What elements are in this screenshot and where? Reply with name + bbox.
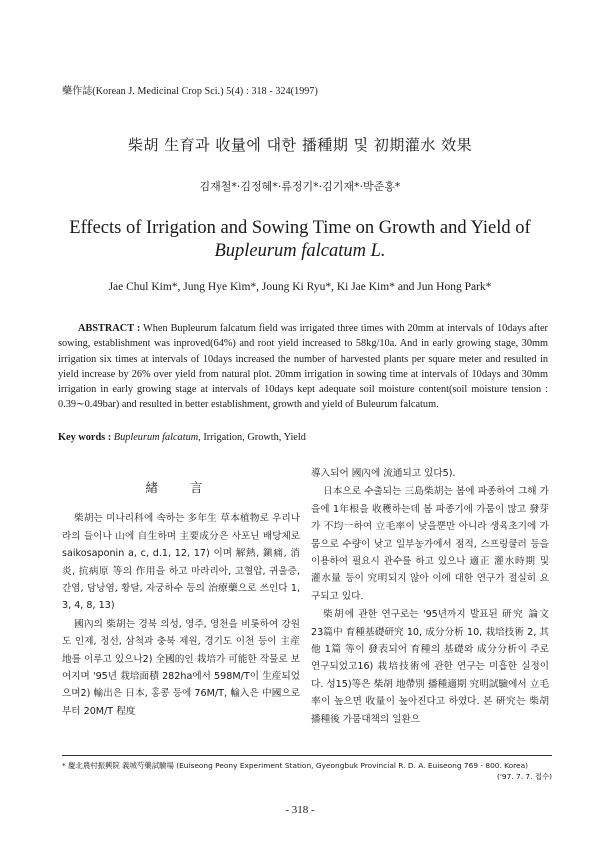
abstract [58, 321, 548, 413]
left-paragraph: 柴胡는 미나리科에 속하는 多年生 草本植物로 우리나라의 들이나 山에 自生하며 主要成分은 사포닌 배당체로 saikosaponin a, c, d.1, 12, 17) 이며 解熱, 鎭痛, 消炎, 抗病原 等의 作用을 하고 마라리아, 고혈압, 귀울증, 간염, 담낭염, 황달, 자궁하수 등의 治療藥으로 쓰인다 1, 3, 4, 8, 13) [62, 513, 300, 612]
right-paragraph: 導入되어 國內에 流通되고 있다5). [311, 468, 456, 479]
authors-korean: 김재철*·김정혜*·류정기*·김기재*·박준홍* [199, 180, 401, 193]
footnote [62, 760, 552, 782]
journal-citation: 藥作誌(Korean J. Medicinal Crop Sci.) 5(4) : 318 - 324(1997) [62, 86, 318, 97]
page-number: - 318 - [285, 804, 315, 816]
left-paragraph: 國內의 柴胡는 경북 의성, 영주, 영천을 비롯하여 강원도 인제, 정선, 삼척과 충북 제원, 경기도 이천 등이 主産地를 이루고 있으나2) 全國的인 栽培가 可能한 작물로 보여지며 '95년 栽培面積 282ha에서 598M/T이 生産되었으며2) 輸出은 日本, 홍콩 등에 76M/T, 輸入은 中國으로부터 20M/T 程度 [62, 618, 300, 717]
title-english-line1: Effects of Irrigation and Sowing Time on Growth and Yield of [69, 218, 531, 238]
footnote-received-date: ('97. 7. 7. 접수) [497, 772, 552, 781]
abstract-text: When Bupleurum falcatum field was irrigated three times with 20mm at intervals of 10days after sowing, establishment was inproved(64%) and root yield increased to 58kg/10a. And in early growing stage, 30mm irrigation six times at intervals of 10days increased the number of harvested plants per square meter and resulted in yield increase by 26% over yield from natural plot. 20mm irrigation in sowing time at intervals of 10days and 30mm irrigation in early growing stage at intervals of 10days kept adequate soil moisture content(soil moisture tension : 0.39∼0.49bar) and resulted in better establishment, growth and yield of Buleurum falcatum. [58, 323, 548, 411]
title-korean: 柴胡 生育과 收量에 대한 播種期 및 初期灌水 效果 [127, 136, 473, 154]
keyword-species: Bupleurum falcatum, [113, 432, 201, 443]
keywords-label: Key words : [58, 432, 112, 443]
keywords [58, 432, 306, 443]
right-paragraph: 日本으로 수출되는 三島柴胡는 봄에 파종하여 그해 가을에 1年根을 收穫하는데 봄 파종기에 가뭄이 많고 發芽가 不均一하여 立毛率이 낮을뿐만 아니라 생육초기에 가뭄으로 수량이 낮고 일부농가에서 점적, 스프링쿨러 등을 이용하여 필요시 관수를 하고 있으나 適正 灌水時期 및 灌水量 등이 究明되지 않아 이에 대한 연구가 절실히 요구되고 있다. [311, 486, 549, 602]
footnote-divider [62, 755, 552, 756]
keywords-rest: Irrigation, Growth, Yield [203, 432, 306, 443]
left-column [62, 465, 300, 720]
abstract-label: ABSTRACT : [78, 323, 141, 334]
authors-english: Jae Chul Kim*, Jung Hye Kim*, Joung Ki Ryu*, Ki Jae Kim* and Jun Hong Park* [108, 281, 492, 293]
footnote-affiliation: * 慶北農村振興院 義城芍藥試驗場 (Euiseong Peony Experiment Station, Gyeongbuk Provincial R. D. A. Euiseong 769 - 800. Korea) [62, 761, 529, 770]
title-english-line2: Bupleurum falcatum L. [214, 241, 386, 261]
right-paragraph: 柴胡에 관한 연구로는 '95년까지 발표된 研究 論文 23篇中 育種基礎研究 10, 成分分析 10, 栽培技術 2, 其他 1篇 等이 發表되어 育種의 基礎와 成分分析이 주로 연구되었고16) 栽培技術에 관한 연구는 미흡한 실정이다. 성15)等은 柴胡 地帶別 播種適期 究明試驗에서 立毛率이 높으면 收量이 높아진다고 하였다. 본 硏究는 柴胡 播種後 가뭄대책의 일환으 [311, 609, 549, 725]
title-english [40, 217, 560, 263]
abstract-body [58, 321, 548, 413]
right-column [311, 465, 549, 728]
section-heading-introduction: 緖 言 [145, 480, 217, 495]
